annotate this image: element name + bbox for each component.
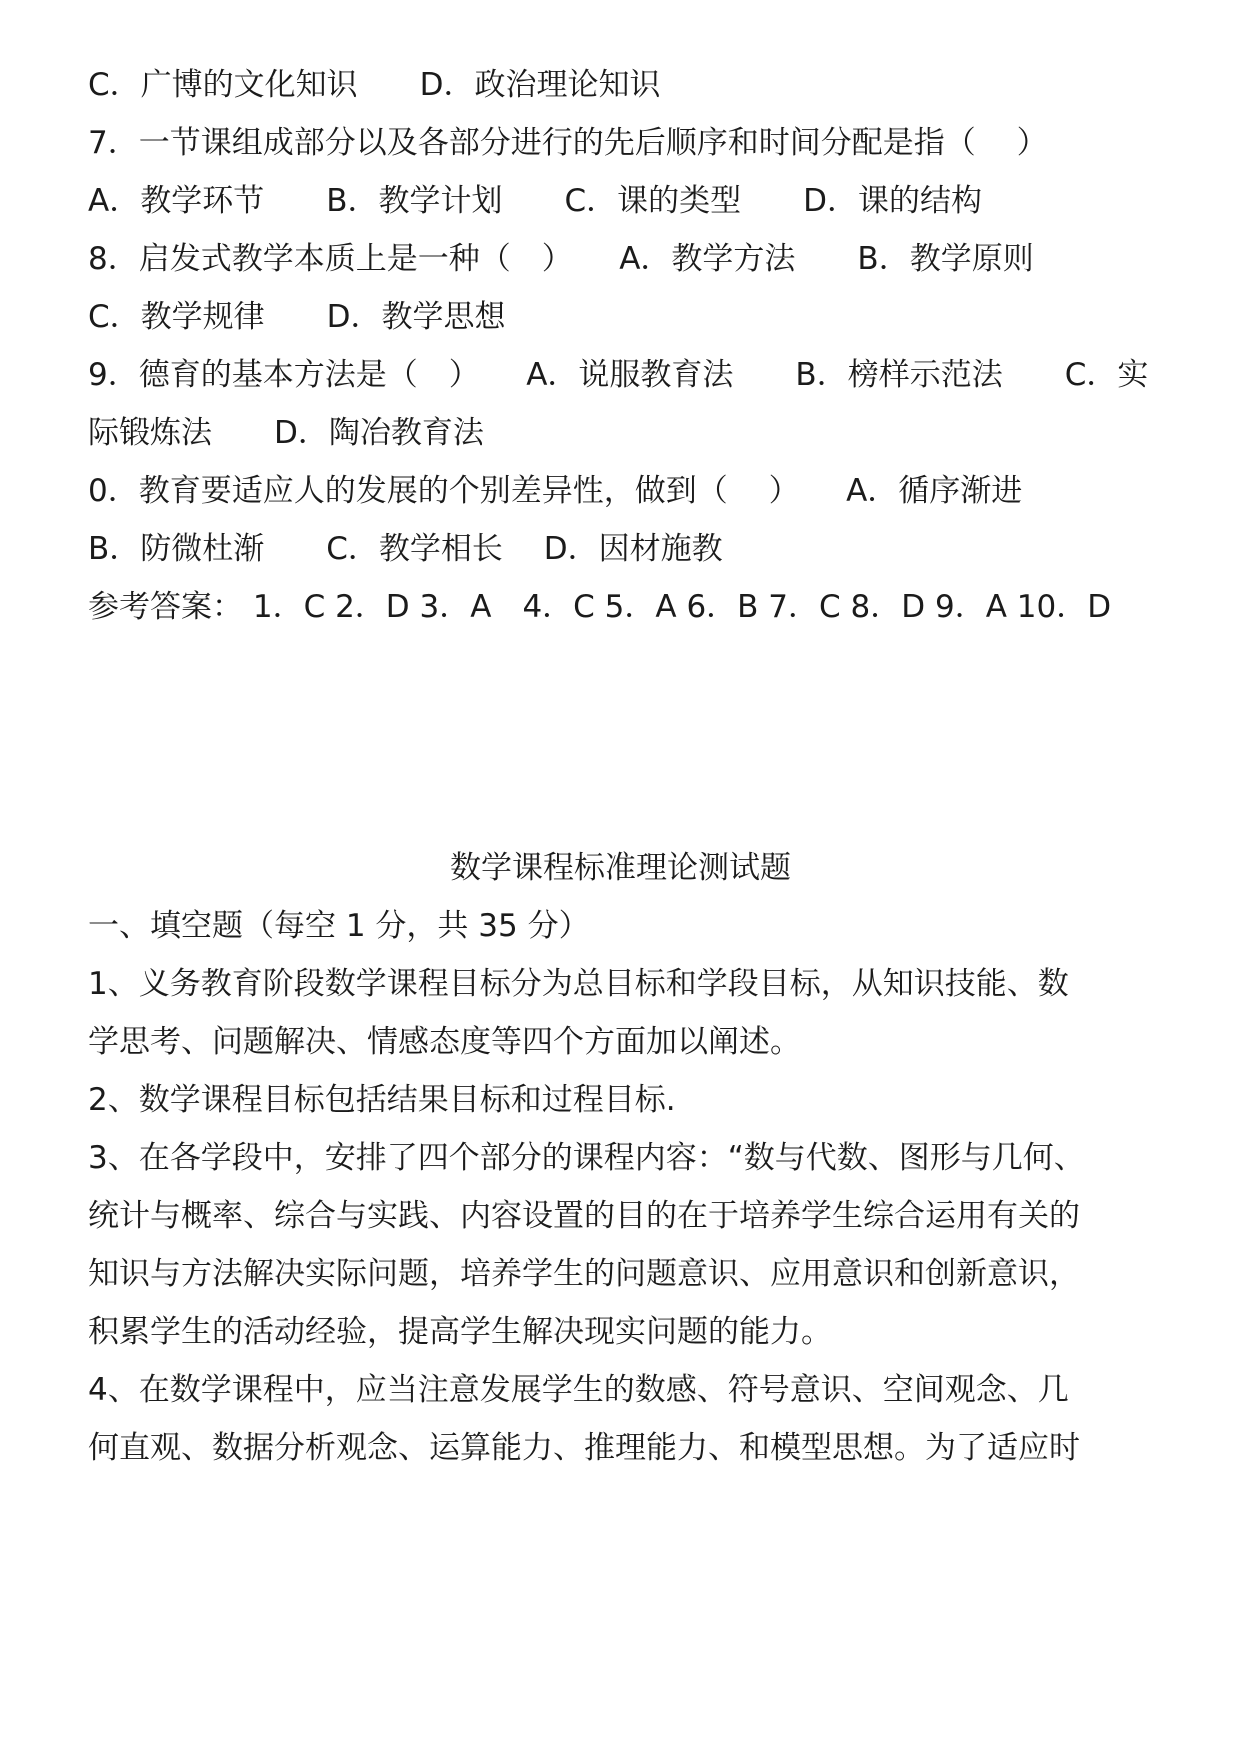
question-9-options-cont: 际锻炼法 D．陶冶教育法 [88, 415, 484, 451]
fill-in-item-1: 1、义务教育阶段数学课程目标分为总目标和学段目标，从知识技能、数 [88, 966, 1069, 1002]
fill-in-heading: 一、填空题（每空 1 分，共 35 分） [88, 908, 590, 944]
fill-in-item-3-cont-3: 积累学生的活动经验，提高学生解决现实问题的能力。 [88, 1314, 832, 1350]
fill-in-item-4-cont: 何直观、数据分析观念、运算能力、推理能力、和模型思想。为了适应时 [88, 1430, 1080, 1466]
question-8-options-cd: C．教学规律 D．教学思想 [88, 299, 506, 335]
fill-in-item-3-cont-1: 统计与概率、综合与实践、内容设置的目的在于培养学生综合运用有关的 [88, 1198, 1080, 1234]
fill-in-item-3-cont-2: 知识与方法解决实际问题，培养学生的问题意识、应用意识和创新意识， [88, 1256, 1080, 1292]
question-7: 7．一节课组成部分以及各部分进行的先后顺序和时间分配是指（ ） [88, 125, 1048, 161]
question-9: 9．德育的基本方法是（ ） A．说服教育法 B．榜样示范法 C．实 [88, 357, 1149, 393]
section-title: 数学课程标准理论测试题 [450, 850, 791, 886]
question-10-options: B．防微杜渐 C．教学相长 D．因材施教 [88, 531, 723, 567]
answer-key: 参考答案： 1．C 2．D 3．A 4．C 5．A 6．B 7．C 8．D 9．A 10．D [88, 589, 1112, 625]
question-10: 0．教育要适应人的发展的个别差异性，做到（ ） A．循序渐进 [88, 473, 1023, 509]
question-8: 8．启发式教学本质上是一种（ ） A．教学方法 B．教学原则 [88, 241, 1034, 277]
fill-in-item-1-cont: 学思考、问题解决、情感态度等四个方面加以阐述。 [88, 1024, 801, 1060]
fill-in-item-3: 3、在各学段中，安排了四个部分的课程内容：“数与代数、图形与几何、 [88, 1140, 1085, 1176]
question-7-options: A．教学环节 B．教学计划 C．课的类型 D．课的结构 [88, 183, 982, 219]
fill-in-item-4: 4、在数学课程中，应当注意发展学生的数感、符号意识、空间观念、几 [88, 1372, 1069, 1408]
fill-in-item-2: 2、数学课程目标包括结果目标和过程目标. [88, 1082, 676, 1118]
question-6-options-cd: C．广博的文化知识 D．政治理论知识 [88, 67, 661, 103]
